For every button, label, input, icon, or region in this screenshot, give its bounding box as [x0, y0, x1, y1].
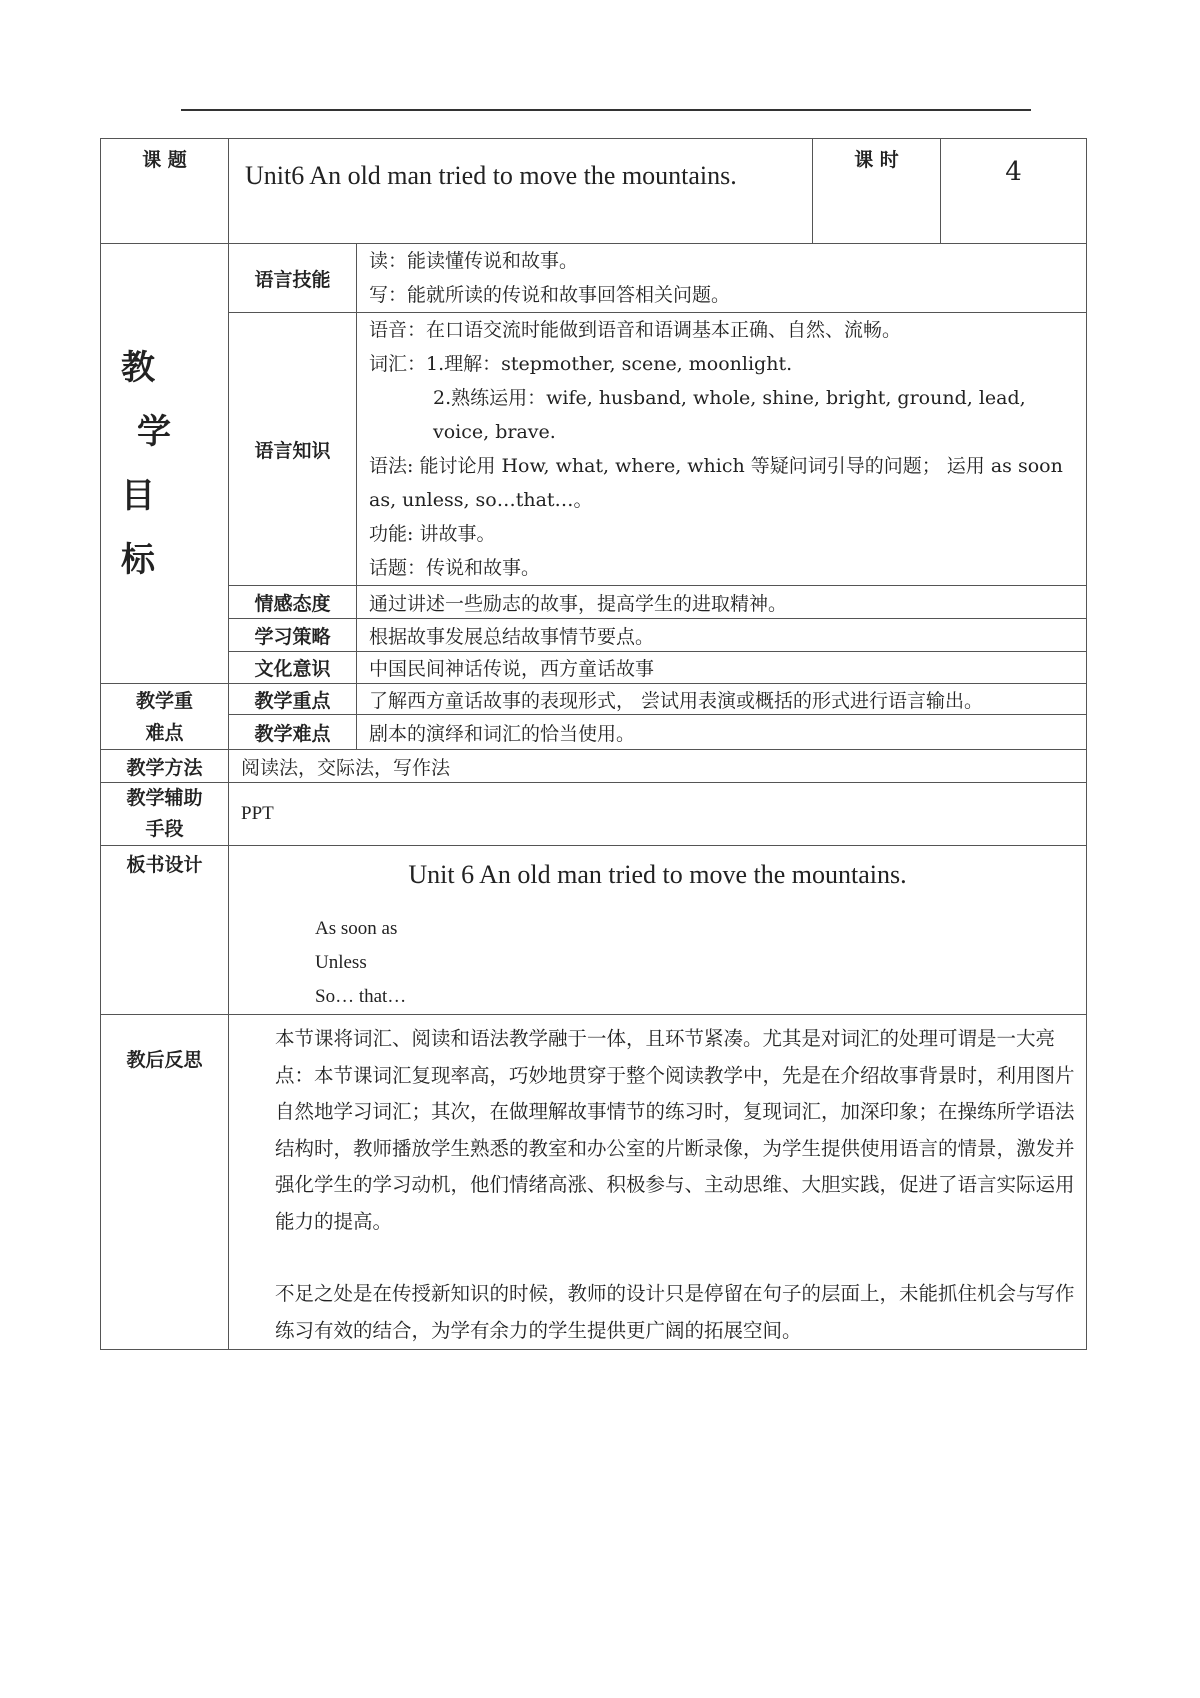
board-label: 板书设计: [101, 846, 229, 1015]
skills-content: [357, 244, 1087, 313]
board-item: As soon as: [315, 918, 398, 939]
culture-content: 中国民间神话传说，西方童话故事: [357, 652, 1087, 684]
aids-label-line: 教学辅助: [126, 787, 203, 809]
key-point-content: 了解西方童话故事的表现形式， 尝试用表演或概括的形式进行语言输出。: [357, 684, 1087, 715]
reflection-label: 教后反思: [101, 1015, 229, 1350]
skills-line: 写：能就所读的传说和故事回答相关问题。: [369, 284, 731, 306]
focus-label: [101, 684, 229, 750]
difficulty-content: 剧本的演绎和词汇的恰当使用。: [357, 715, 1087, 750]
culture-label: 文化意识: [229, 652, 357, 684]
reflection-content: [229, 1015, 1087, 1350]
objectives-char: 目: [121, 475, 155, 516]
aids-label: [101, 783, 229, 846]
difficulty-label: 教学难点: [229, 715, 357, 750]
lesson-plan-table: [100, 138, 1087, 1350]
reflection-para: 不足之处是在传授新知识的时候，教师的设计只是停留在句子的层面上，未能抓住机会与写作练习有效的结合，为学有余力的学生提供更广阔的拓展空间。: [275, 1282, 1075, 1342]
attitude-content: 通过讲述一些励志的故事，提高学生的进取精神。: [357, 586, 1087, 619]
strategy-content: 根据故事发展总结故事情节要点。: [357, 619, 1087, 652]
skills-label: 语言技能: [229, 244, 357, 313]
topic-title: Unit6 An old man tried to move the mountains.: [245, 161, 737, 190]
hours-label: 课 时: [813, 139, 941, 244]
objectives-label: [101, 244, 229, 684]
hours-value: 4: [941, 139, 1087, 244]
skills-line: 读：能读懂传说和故事。: [369, 250, 579, 272]
knowledge-line: 话题：传说和故事。: [369, 557, 541, 579]
objectives-char: 教: [121, 347, 155, 388]
aids-label-line: 手段: [145, 818, 184, 840]
board-item: So… that…: [315, 986, 407, 1007]
objectives-char: 标: [121, 539, 155, 580]
board-title: Unit 6 An old man tried to move the mountains.: [408, 860, 907, 889]
knowledge-line: as, unless, so…that…。: [369, 489, 593, 511]
key-point-label: 教学重点: [229, 684, 357, 715]
reflection-para: 本节课将词汇、阅读和语法教学融于一体，且环节紧凑。尤其是对词汇的处理可谓是一大亮点：本节课词汇复现率高，巧妙地贯穿于整个阅读教学中，先是在介绍故事背景时，利用图片自然地学习词汇；其次，在做理解故事情节的练习时，复现词汇，加深印象；在操练所学语法结构时，教师播放学生熟悉的教室和办公室的片断录像，为学生提供使用语言的情景，激发并强化学生的学习动机，他们情绪高涨、积极参与、主动思维、大胆实践，促进了语言实际运用能力的提高。: [275, 1027, 1075, 1233]
focus-label-line: 难点: [145, 721, 184, 744]
knowledge-label: 语言知识: [229, 313, 357, 586]
topic-row: [101, 139, 1087, 244]
board-content: [229, 846, 1087, 1015]
topic-cell: [229, 139, 813, 244]
knowledge-line: 2.熟练运用：wife, husband, whole, shine, bright, ground, lead, voice, brave.: [433, 387, 1026, 443]
knowledge-line: 语音：在口语交流时能做到语音和语调基本正确、自然、流畅。: [369, 319, 902, 341]
knowledge-line: 语法: 能讨论用 How, what, where, which 等疑问词引导的问题； 运用 as soon: [369, 455, 1063, 477]
aids-content: PPT: [229, 783, 1087, 846]
strategy-label: 学习策略: [229, 619, 357, 652]
attitude-label: 情感态度: [229, 586, 357, 619]
objectives-char: 学: [137, 411, 171, 452]
board-item: Unless: [315, 952, 367, 973]
knowledge-line: 功能: 讲故事。: [369, 523, 496, 545]
knowledge-line: 词汇：1.理解：stepmother, scene, moonlight.: [369, 353, 793, 375]
focus-label-line: 教学重: [135, 689, 193, 712]
topic-label: 课 题: [101, 139, 229, 244]
methods-label: 教学方法: [101, 750, 229, 783]
header-rule: [181, 109, 1031, 111]
knowledge-content: [357, 313, 1087, 586]
methods-content: 阅读法，交际法，写作法: [229, 750, 1087, 783]
